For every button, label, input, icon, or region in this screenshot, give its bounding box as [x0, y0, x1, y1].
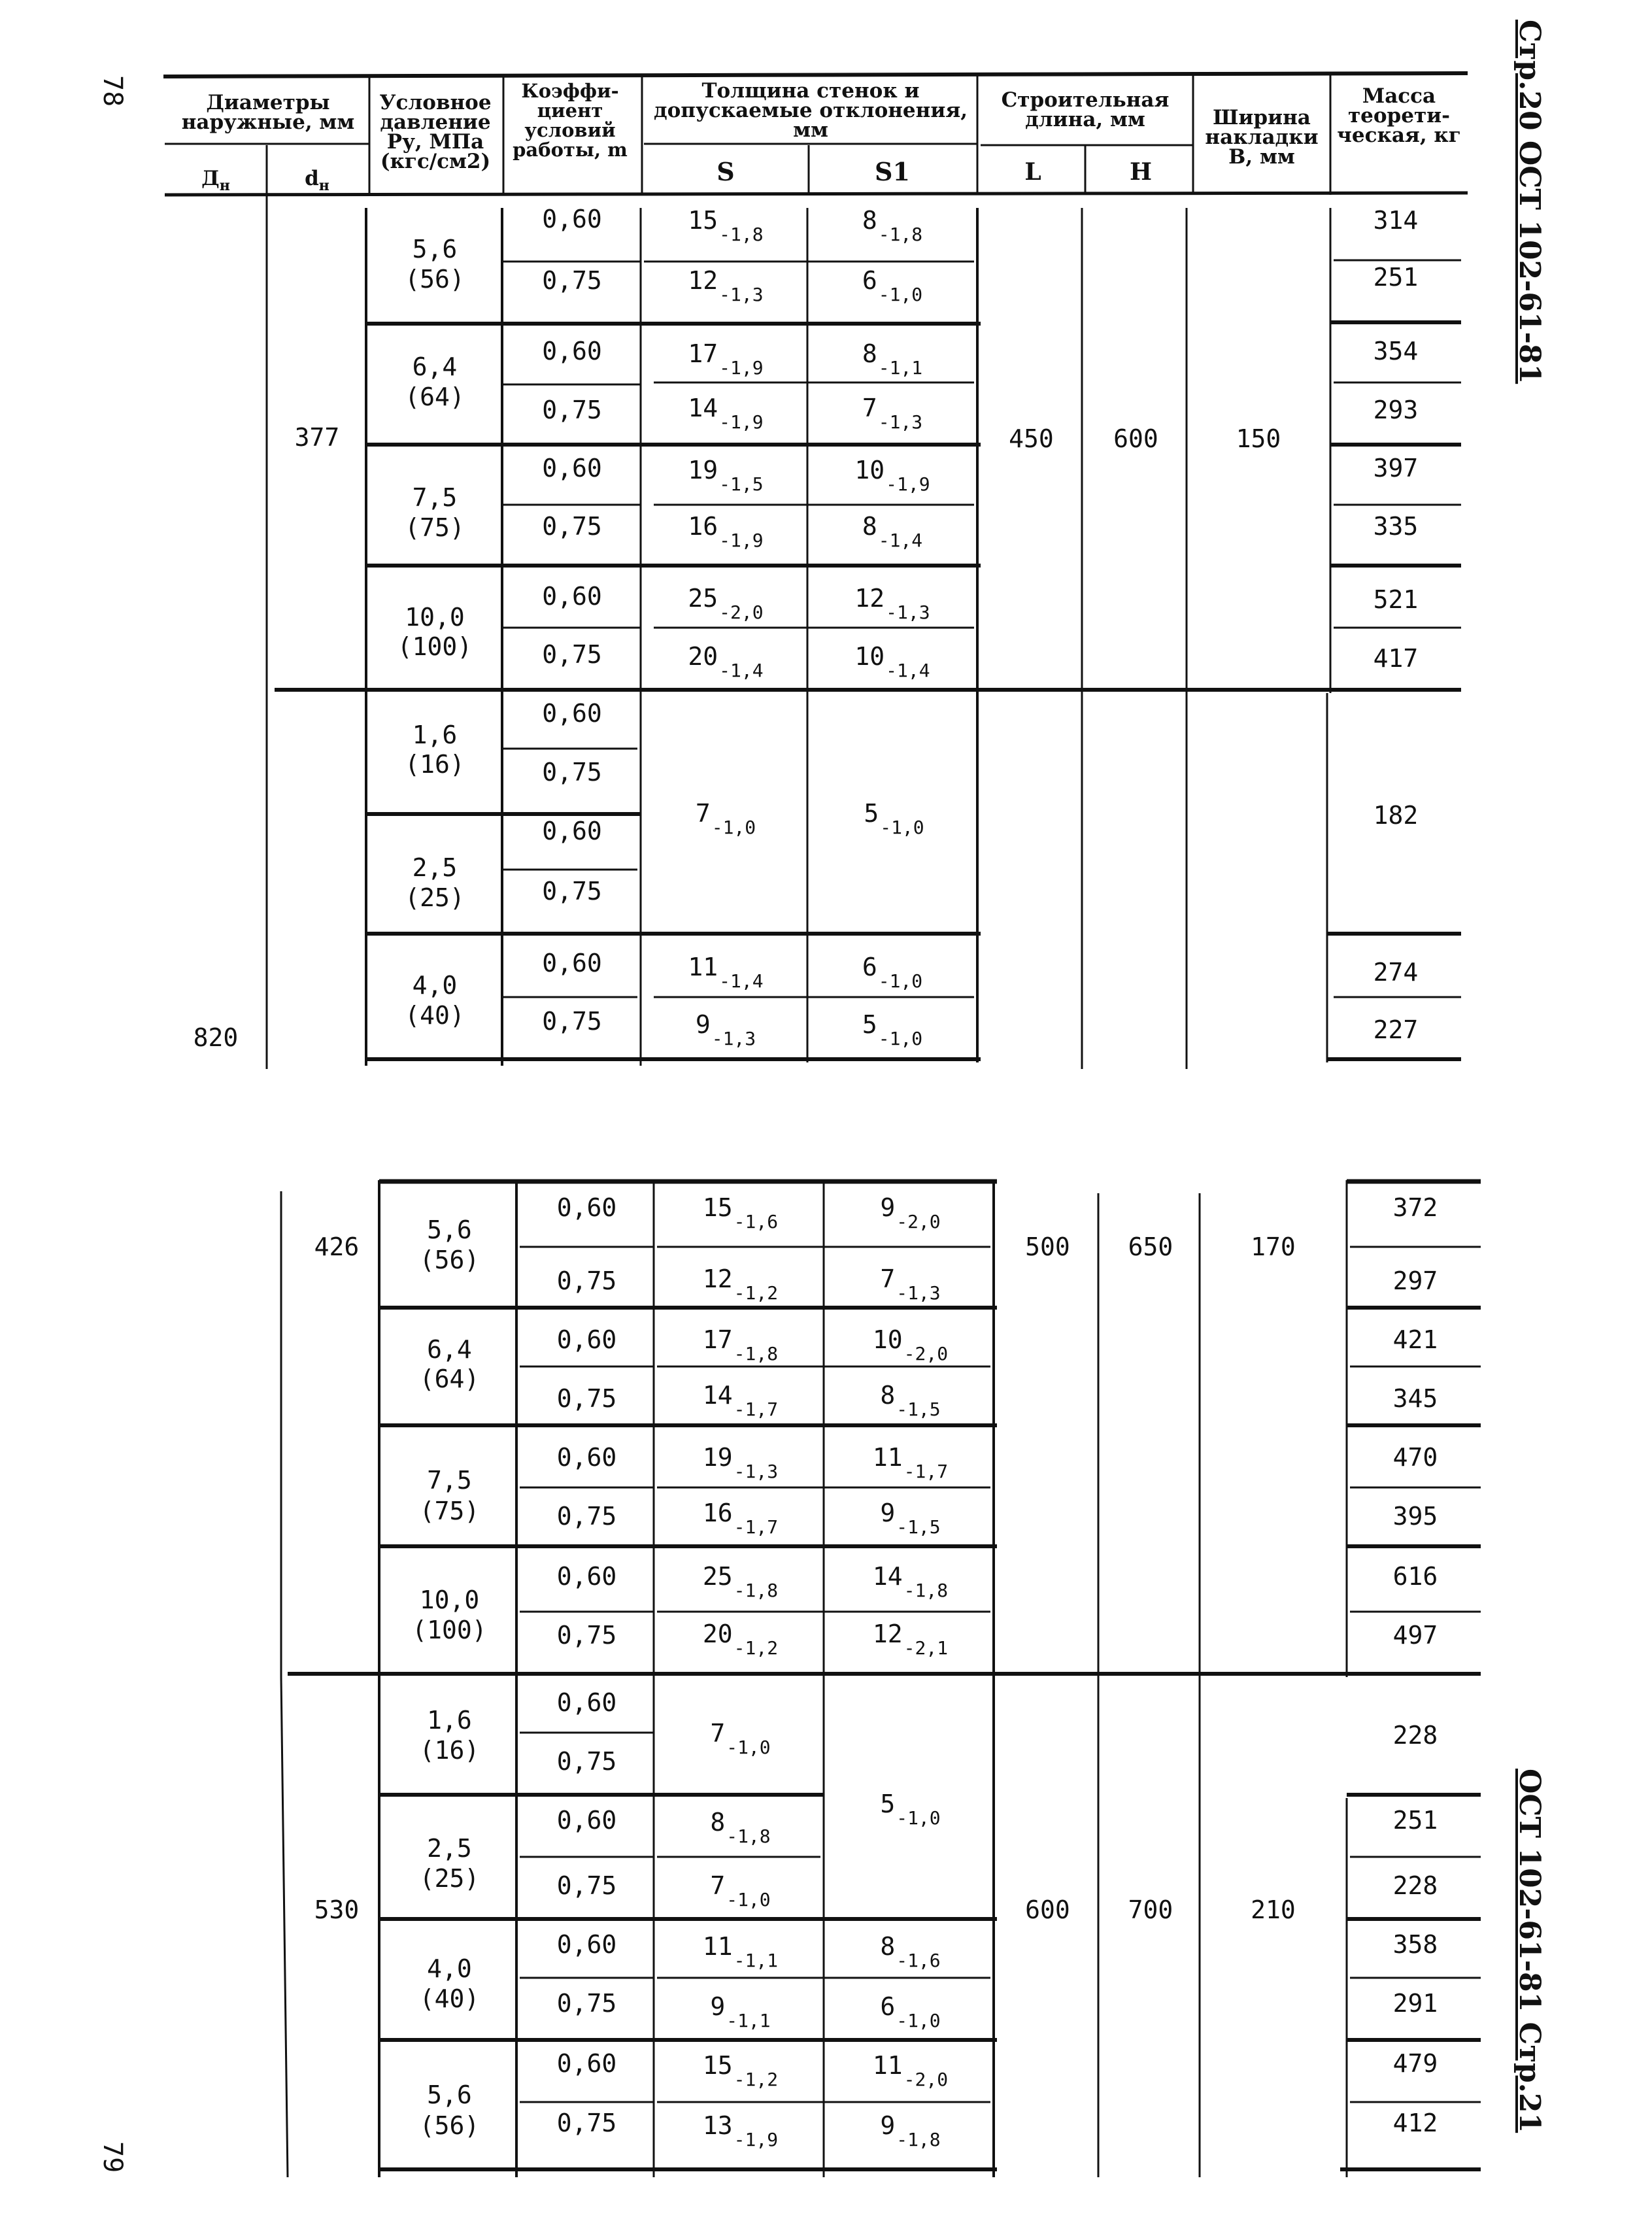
pressure-value: 1,6 [412, 721, 458, 749]
page-number-top: 78 [97, 75, 127, 107]
thickness-s1: $12_{-2,1}$ [872, 1620, 949, 1659]
thickness-s1: $7_{-1,3}$ [862, 394, 923, 433]
pressure-kgf: (25) [405, 883, 465, 912]
header-pressure: Условное давление Pу, МПа (кгс/см2) [379, 91, 492, 173]
thickness-s1: $6_{-1,0}$ [862, 266, 923, 305]
pressure-value: 6,4 [427, 1335, 472, 1364]
header-thickness: Толщина стенок и допускаемые отклонения, мм [653, 79, 968, 142]
coef-m: 0,75 [556, 1266, 617, 1295]
thickness-s1: $12_{-1,3}$ [854, 584, 930, 623]
mass-value: 479 [1392, 2049, 1438, 2078]
pressure-value: 4,0 [427, 1954, 472, 1983]
mass-value: 397 [1373, 454, 1419, 483]
mass-value: 354 [1373, 337, 1419, 365]
header-H: H [1129, 158, 1152, 186]
thickness-s1: $9_{-2,0}$ [880, 1193, 941, 1232]
mass-value: 358 [1392, 1930, 1438, 1959]
thickness-s: $9_{-1,3}$ [695, 1010, 756, 1049]
mass-value: 497 [1392, 1621, 1438, 1650]
mass-value: 297 [1392, 1266, 1438, 1295]
mass-value: 228 [1392, 1871, 1438, 1900]
coef-m: 0,60 [542, 817, 602, 845]
coef-m: 0,60 [556, 1688, 617, 1717]
thickness-s1: $8_{-1,1}$ [862, 339, 923, 379]
thickness-s: $17_{-1,8}$ [702, 1325, 779, 1365]
mass-value: 470 [1392, 1443, 1438, 1472]
mass-value: 274 [1373, 958, 1419, 987]
pressure-kgf: (16) [419, 1736, 480, 1765]
header-width: Ширина накладки B, мм [1205, 106, 1319, 169]
mass-value: 335 [1373, 512, 1419, 541]
thickness-s: $25_{-2,0}$ [688, 584, 764, 623]
mass-value: 521 [1373, 585, 1419, 614]
coef-m: 0,60 [556, 2049, 617, 2078]
thickness-s: $25_{-1,8}$ [702, 1562, 779, 1601]
mass-value: 616 [1392, 1562, 1438, 1591]
thickness-s: $20_{-1,4}$ [688, 642, 764, 681]
thickness-s: $11_{-1,1}$ [702, 1932, 779, 1971]
mass-value: 412 [1392, 2109, 1438, 2137]
pressure-kgf: (64) [419, 1365, 480, 1393]
thickness-s: $7_{-1,0}$ [710, 1871, 771, 1910]
thickness-s: $16_{-1,7}$ [702, 1499, 779, 1538]
pressure-kgf: (25) [419, 1864, 480, 1893]
mass-value: 372 [1392, 1193, 1438, 1222]
pressure-kgf: (40) [405, 1001, 465, 1030]
coef-m: 0,75 [542, 266, 602, 295]
merged-s1: $5_{-1,0}$ [880, 1790, 941, 1829]
coef-m: 0,75 [542, 877, 602, 906]
mass-value: 228 [1392, 1721, 1438, 1750]
header-s: S [716, 157, 735, 186]
thickness-s1: $11_{-1,7}$ [872, 1443, 949, 1482]
pressure-kgf: (56) [405, 265, 465, 294]
length-H-600: 600 [1113, 424, 1158, 453]
thickness-s: $15_{-1,8}$ [688, 206, 764, 245]
thickness-s1: $10_{-1,4}$ [854, 642, 930, 681]
merged-s: $7_{-1,0}$ [695, 799, 756, 838]
width-B-210: 210 [1251, 1895, 1296, 1924]
thickness-s1: $8_{-1,4}$ [862, 512, 923, 551]
header-s1: S1 [875, 157, 910, 186]
pressure-value: 10,0 [419, 1586, 480, 1614]
page-number-bottom: 79 [97, 2141, 127, 2173]
thickness-s: $12_{-1,2}$ [702, 1264, 779, 1304]
thickness-s: $11_{-1,4}$ [688, 953, 764, 992]
coef-m: 0,60 [556, 1562, 617, 1591]
coef-m: 0,75 [542, 1007, 602, 1036]
thickness-s: $14_{-1,9}$ [688, 394, 764, 433]
thickness-s: $7_{-1,0}$ [710, 1719, 771, 1758]
thickness-s1: $8_{-1,8}$ [862, 206, 923, 245]
length-H-650: 650 [1128, 1232, 1173, 1261]
coef-m: 0,60 [556, 1193, 617, 1222]
coef-m: 0,75 [556, 1502, 617, 1531]
coef-m: 0,75 [556, 1871, 617, 1900]
pressure-kgf: (100) [397, 632, 473, 661]
pressure-kgf: (40) [419, 1984, 480, 2013]
dn-820: 820 [193, 1023, 239, 1052]
pressure-value: 6,4 [412, 352, 458, 381]
pressure-value: 2,5 [412, 853, 458, 882]
thickness-s1: $10_{-1,9}$ [854, 456, 930, 495]
coef-m: 0,60 [556, 1443, 617, 1472]
coef-m: 0,75 [556, 1621, 617, 1650]
coef-m: 0,60 [556, 1806, 617, 1835]
pressure-value: 2,5 [427, 1834, 472, 1863]
running-head-top: Стр.20 ОСТ 102-61-81 [1513, 20, 1546, 384]
thickness-s1: $7_{-1,3}$ [880, 1264, 941, 1304]
length-H-700: 700 [1128, 1895, 1173, 1924]
merged-mass: 182 [1373, 801, 1419, 830]
mass-value: 251 [1373, 263, 1419, 292]
pressure-value: 5,6 [427, 1215, 472, 1244]
dn-530: 530 [314, 1895, 360, 1924]
mass-value: 314 [1373, 206, 1419, 235]
coef-m: 0,75 [542, 758, 602, 787]
thickness-s: $12_{-1,3}$ [688, 266, 764, 305]
thickness-s1: $8_{-1,5}$ [880, 1381, 941, 1420]
thickness-s1: $14_{-1,8}$ [872, 1562, 949, 1601]
coef-m: 0,60 [542, 949, 602, 977]
pressure-kgf: (56) [419, 2111, 480, 2140]
thickness-s: $16_{-1,9}$ [688, 512, 764, 551]
pressure-kgf: (100) [412, 1616, 487, 1644]
thickness-s1: $5_{-1,0}$ [862, 1010, 923, 1049]
pressure-kgf: (16) [405, 750, 465, 779]
coef-m: 0,75 [556, 1747, 617, 1776]
coef-m: 0,60 [542, 699, 602, 728]
header-dn-lower: $d_н$ [305, 167, 329, 194]
coef-m: 0,60 [542, 582, 602, 611]
mass-value: 421 [1392, 1325, 1438, 1354]
header-mass: Масса теорети-ческая, кг [1337, 84, 1461, 147]
length-L-450: 450 [1009, 424, 1054, 453]
coef-m: 0,75 [556, 1989, 617, 2018]
mass-value: 227 [1373, 1015, 1419, 1044]
thickness-s1: $6_{-1,0}$ [880, 1992, 941, 2031]
pressure-value: 7,5 [427, 1466, 472, 1495]
coef-m: 0,60 [542, 205, 602, 233]
pressure-value: 10,0 [405, 603, 465, 632]
thickness-s: $14_{-1,7}$ [702, 1381, 779, 1420]
thickness-s1: $9_{-1,8}$ [880, 2111, 941, 2150]
width-B-170: 170 [1251, 1232, 1296, 1261]
coef-m: 0,75 [542, 512, 602, 541]
coef-m: 0,75 [542, 640, 602, 669]
thickness-s1: $6_{-1,0}$ [862, 953, 923, 992]
pressure-value: 4,0 [412, 971, 458, 1000]
pressure-value: 5,6 [412, 235, 458, 263]
thickness-s: $13_{-1,9}$ [702, 2111, 779, 2150]
thickness-s1: $11_{-2,0}$ [872, 2051, 949, 2090]
mass-value: 291 [1392, 1989, 1438, 2018]
thickness-s: $17_{-1,9}$ [688, 339, 764, 379]
coef-m: 0,75 [542, 396, 602, 424]
pressure-kgf: (56) [419, 1246, 480, 1274]
coef-m: 0,60 [556, 1930, 617, 1959]
pressure-value: 7,5 [412, 483, 458, 512]
thickness-s: $8_{-1,8}$ [710, 1808, 771, 1847]
dn-377: 377 [294, 423, 340, 452]
thickness-s: $19_{-1,3}$ [702, 1443, 779, 1482]
width-B-150: 150 [1236, 424, 1281, 453]
mass-value: 417 [1373, 644, 1419, 673]
coef-m: 0,75 [556, 1384, 617, 1413]
header-length: Строительная длина, мм [1001, 88, 1170, 131]
mass-value: 395 [1392, 1502, 1438, 1531]
thickness-s: $15_{-1,2}$ [702, 2051, 779, 2090]
coef-m: 0,75 [556, 2109, 617, 2137]
merged-s1: $5_{-1,0}$ [864, 799, 924, 838]
header-diameters: Диаметры наружные, мм [181, 91, 355, 134]
thickness-s: $20_{-1,2}$ [702, 1620, 779, 1659]
pressure-kgf: (75) [419, 1497, 480, 1525]
coef-m: 0,60 [542, 337, 602, 365]
pressure-value: 5,6 [427, 2080, 472, 2109]
thickness-s1: $10_{-2,0}$ [872, 1325, 949, 1365]
header-L: L [1024, 158, 1041, 186]
mass-value: 251 [1392, 1806, 1438, 1835]
thickness-s: $9_{-1,1}$ [710, 1992, 771, 2031]
coef-m: 0,60 [556, 1325, 617, 1354]
coef-m: 0,60 [542, 454, 602, 483]
pressure-value: 1,6 [427, 1706, 472, 1735]
header-dn-upper: $Д_н$ [201, 167, 230, 194]
length-L-500: 500 [1025, 1232, 1070, 1261]
thickness-s: $19_{-1,5}$ [688, 456, 764, 495]
dn-426: 426 [314, 1232, 360, 1261]
mass-value: 345 [1392, 1384, 1438, 1413]
running-head-bottom: ОСТ 102-61-81 Стр.21 [1513, 1769, 1546, 2133]
thickness-s: $15_{-1,6}$ [702, 1193, 779, 1232]
mass-value: 293 [1373, 396, 1419, 424]
thickness-s1: $9_{-1,5}$ [880, 1499, 941, 1538]
pressure-kgf: (75) [405, 513, 465, 542]
pressure-kgf: (64) [405, 382, 465, 411]
thickness-s1: $8_{-1,6}$ [880, 1932, 941, 1971]
header-coefficient: Коэффи-циент условий работы, m [513, 80, 628, 161]
length-L-600: 600 [1025, 1895, 1070, 1924]
